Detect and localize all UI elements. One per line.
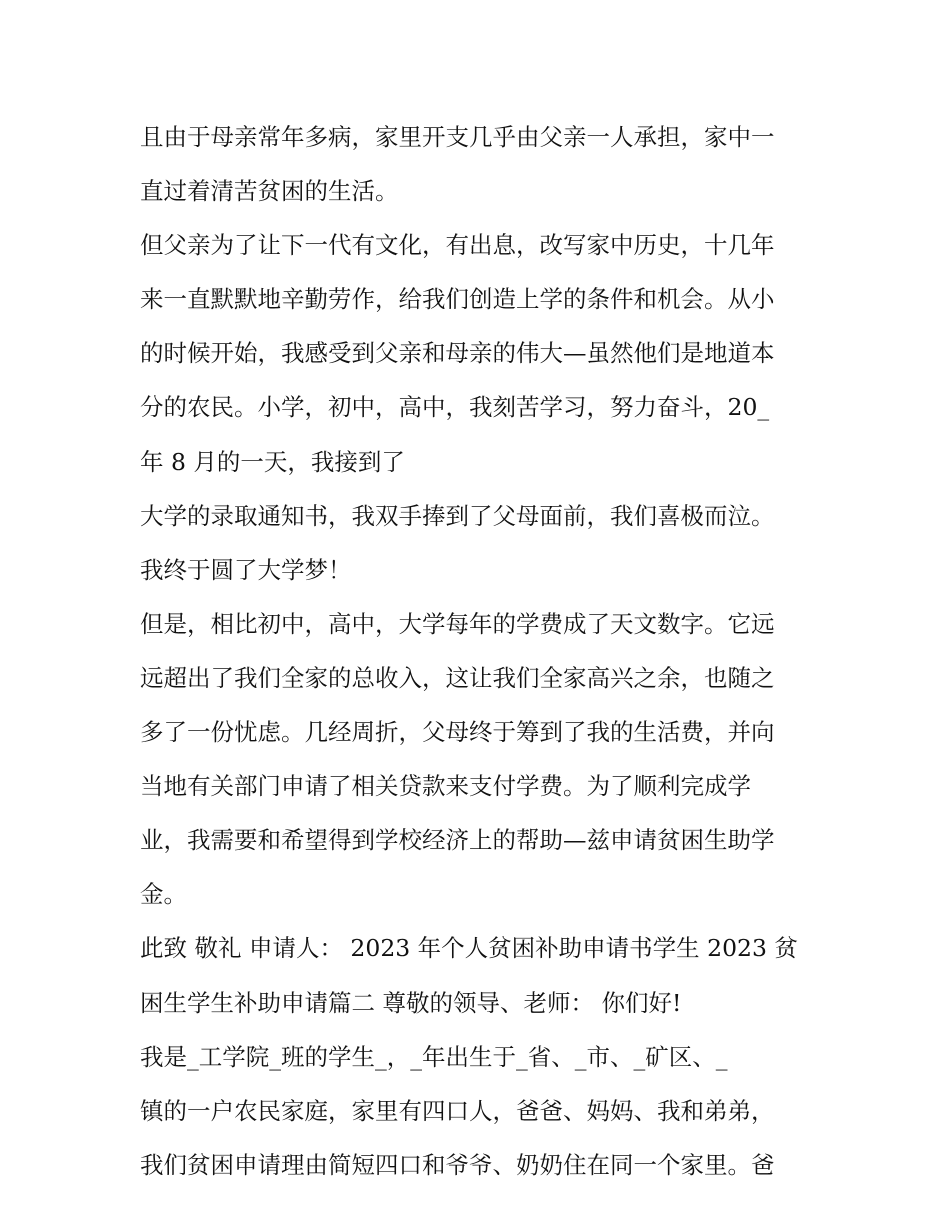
text-line: 困生学生补助申请篇二 尊敬的领导、老师： 你们好! (140, 988, 682, 1017)
text-line: 此致 敬礼 申请人： 2023 年个人贫困补助申请书学生 2023 贫 (140, 934, 798, 963)
text-line: 但是，相比初中，高中，大学每年的学费成了天文数字。它远 (140, 609, 775, 638)
text-line: 来一直默默地辛勤劳作，给我们创造上学的条件和机会。从小 (140, 285, 775, 314)
text-line: 多了一份忧虑。几经周折，父母终于筹到了我的生活费，并向 (140, 718, 775, 747)
text-line: 业，我需要和希望得到学校经济上的帮助—兹申请贫困生助学 (140, 826, 775, 855)
text-line: 大学的录取通知书，我双手捧到了父母面前，我们喜极而泣。 (140, 501, 775, 530)
text-line: 我终于圆了大学梦！ (140, 555, 352, 584)
text-line: 金。 (140, 880, 187, 909)
text-line: 且由于母亲常年多病，家里开支几乎由父亲一人承担，家中一 (140, 123, 775, 151)
text-line: 远超出了我们全家的总收入，这让我们全家高兴之余，也随之 (140, 663, 775, 692)
text-line: 镇的一户农民家庭，家里有四口人，爸爸、妈妈、我和弟弟， (140, 1096, 775, 1125)
text-line: 分的农民。小学，初中，高中，我刻苦学习，努力奋斗，20_ (140, 393, 770, 422)
document-body (140, 110, 812, 1192)
text-line: 直过着清苦贫困的生活。 (140, 177, 399, 206)
text-line: 我们贫困申请理由简短四口和爷爷、奶奶住在同一个家里。爸 (140, 1150, 775, 1179)
text-line: 我是_工学院_班的学生_，_年出生于_省、_市、_矿区、_ (140, 1042, 728, 1071)
text-line: 年 8 月的一天，我接到了 (140, 447, 405, 476)
text-line: 当地有关部门申请了相关贷款来支付学费。为了顺利完成学 (140, 772, 751, 801)
text-line: 但父亲为了让下一代有文化，有出息，改写家中历史，十几年 (140, 231, 775, 260)
text-line: 的时候开始，我感受到父亲和母亲的伟大—虽然他们是地道本 (140, 339, 775, 368)
